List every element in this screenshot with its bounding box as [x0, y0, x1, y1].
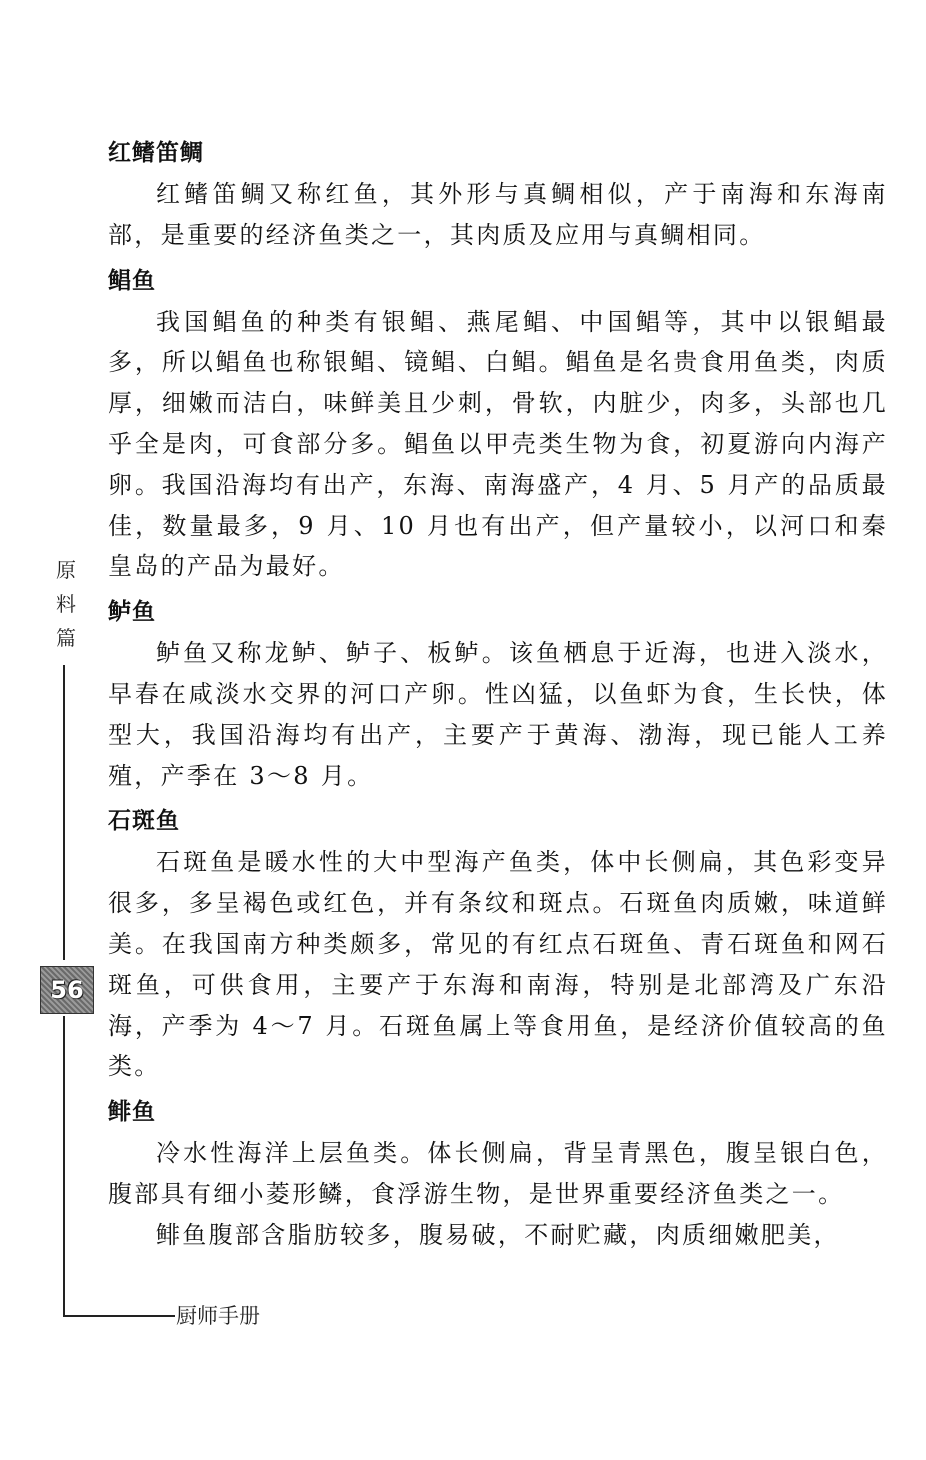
section-red-snapper [108, 136, 888, 256]
paragraph: 冷水性海洋上层鱼类。体长侧扁，背呈青黑色，腹呈银白色，腹部具有细小菱形鳞，食浮游生物，是世界重要经济鱼类之一。 [108, 1139, 888, 1208]
section-heading: 鲈鱼 [108, 599, 156, 626]
paragraph: 鲱鱼腹部含脂肪较多，腹易破，不耐贮藏，肉质细嫩肥美， [156, 1220, 840, 1249]
side-label-char: 篇 [56, 626, 76, 650]
section-grouper [108, 804, 888, 1087]
margin-rule-upper [63, 665, 65, 960]
footer-rule [63, 1315, 175, 1317]
section-heading: 石斑鱼 [108, 808, 180, 835]
page-number: 56 [40, 966, 94, 1014]
side-label-char: 料 [56, 592, 76, 616]
footer-book-title: 厨师手册 [176, 1304, 260, 1328]
section-heading: 鲱鱼 [108, 1099, 156, 1126]
section-herring [108, 1095, 888, 1255]
page-content [108, 134, 888, 1256]
section-heading: 红鳍笛鲷 [108, 140, 204, 166]
side-running-label [52, 553, 80, 655]
paragraph: 红鳍笛鲷又称红鱼，其外形与真鲷相似，产于南海和东海南部，是重要的经济鱼类之一，其肉质及应用与真鲷相同。 [108, 180, 888, 249]
paragraph: 我国鲳鱼的种类有银鲳、燕尾鲳、中国鲳等，其中以银鲳最多，所以鲳鱼也称银鲳、镜鲳、白鲳。鲳鱼是名贵食用鱼类，肉质厚，细嫩而洁白，味鲜美且少刺，骨软，内脏少，肉多，头部也几乎全是肉，可食部分多。鲳鱼以甲壳类生物为食，初夏游向内海产卵。我国沿海均有出产，东海、南海盛产，4 月、5 月产的品质最佳，数量最多，9 月、10 月也有出产，但产量较小，以河口和秦皇岛的产品为最好。 [108, 307, 888, 581]
paragraph: 石斑鱼是暖水性的大中型海产鱼类，体中长侧扁，其色彩变异很多，多呈褐色或红色，并有条纹和斑点。石斑鱼肉质嫩，味道鲜美。在我国南方种类颇多，常见的有红点石斑鱼、青石斑鱼和网石斑鱼，可供食用，主要产于东海和南海，特别是北部湾及广东沿海，产季为 4～7 月。石斑鱼属上等食用鱼，是经济价值较高的鱼类。 [108, 848, 888, 1081]
paragraph: 鲈鱼又称龙鲈、鲈子、板鲈。该鱼栖息于近海，也进入淡水，早春在咸淡水交界的河口产卵。性凶猛，以鱼虾为食，生长快，体型大，我国沿海均有出产，主要产于黄海、渤海，现已能人工养殖，产季在 3～8 月。 [108, 639, 888, 790]
margin-rule-lower [63, 1016, 65, 1316]
side-label-char: 原 [56, 558, 76, 582]
section-pomfret [108, 264, 888, 588]
section-sea-bass [108, 595, 888, 796]
section-heading: 鲳鱼 [108, 267, 156, 294]
